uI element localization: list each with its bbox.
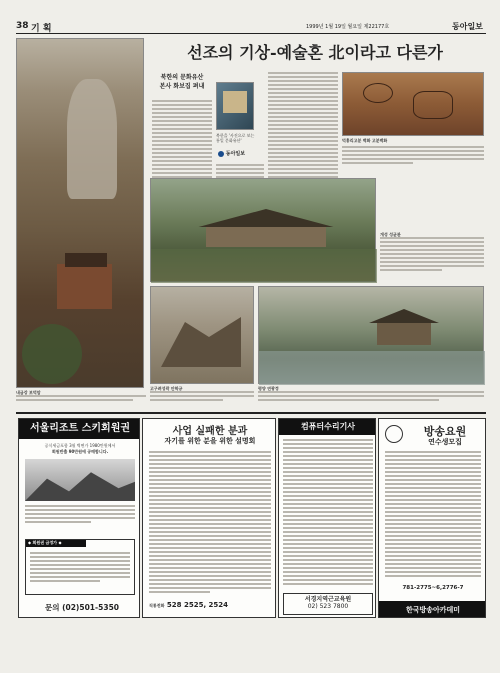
pavilion-photo [258,286,484,384]
caption-pagoda: 고구려성곽 안학궁 [150,386,254,410]
business-seminar-ad [142,418,276,618]
paper-name: 동아일보 [452,22,483,31]
publisher-logo: 동아일보 [218,150,262,160]
book-cover [216,82,254,130]
seonggyungwan-photo [150,178,376,282]
ski-ad-title: 서울리조트 스키회원권 [19,419,140,439]
ski-contact: 문의 (02)501-5350 [44,603,120,612]
satellite-icon [385,425,403,443]
section-divider [16,412,486,414]
broadcast-phone: 781-2775~6,2776-7 [402,585,464,591]
page-header [16,20,486,34]
fortress-photo [150,286,254,384]
caption-lake: 평양 연광정 [258,386,484,410]
computer-ad-title: 컴퓨터수리기사 [279,419,376,435]
caption-temple: 개성 성균관 [380,232,484,284]
page-number: 38 [16,21,29,31]
broadcast-title: 방송요원 [423,425,467,438]
broadcast-subtitle: 연수생모집 [428,438,462,446]
seminar-title-2: 자기를 위한 분을 위한 설명회 [164,437,256,445]
ski-price-box: ◆ 회원권 금정가 ◆ [25,539,135,595]
ski-ad-line-1: 공식세금포함 3월 벽면가 1980만원에서 [44,443,116,448]
ski-mountain-illustration [25,459,135,501]
publisher-icon [218,151,224,157]
tomb-mural-photo [342,72,484,136]
section-name: 기 획 [31,24,52,34]
feature-headline: 선조의 기상-예술혼 北이라고 다른가 [187,43,443,62]
computer-ad-footer: 서경지역근교육원 02) 523 7800 [283,593,373,615]
caption-cliff: 내금강 보덕암 [16,390,146,410]
article-column-4 [342,146,484,170]
broadcast-academy-ad [378,418,486,618]
seminar-phone: 직통전화 528 2525, 2524 [149,601,229,609]
caption-cave: 덕흥리고분 벽화 고분벽화 [342,138,388,143]
issue-date: 1999년 1월 19일 월요일 제22177호 [306,24,390,30]
book-caption: 북한을 '사진으로 보는 통일 문화유산' [216,133,255,143]
mountain-photo [16,38,144,388]
ski-ad-line-2: 회원반출 90만원에 공매합니다. [51,449,109,454]
seminar-title-1: 사업 실패한 분과 [172,426,248,437]
ski-membership-ad [18,418,140,618]
broadcast-footer: 한국방송아카데미 [379,601,486,618]
subhead: 북한의 문화유산 본사 화보집 펴내 [159,74,205,90]
computer-repair-ad [278,418,376,618]
